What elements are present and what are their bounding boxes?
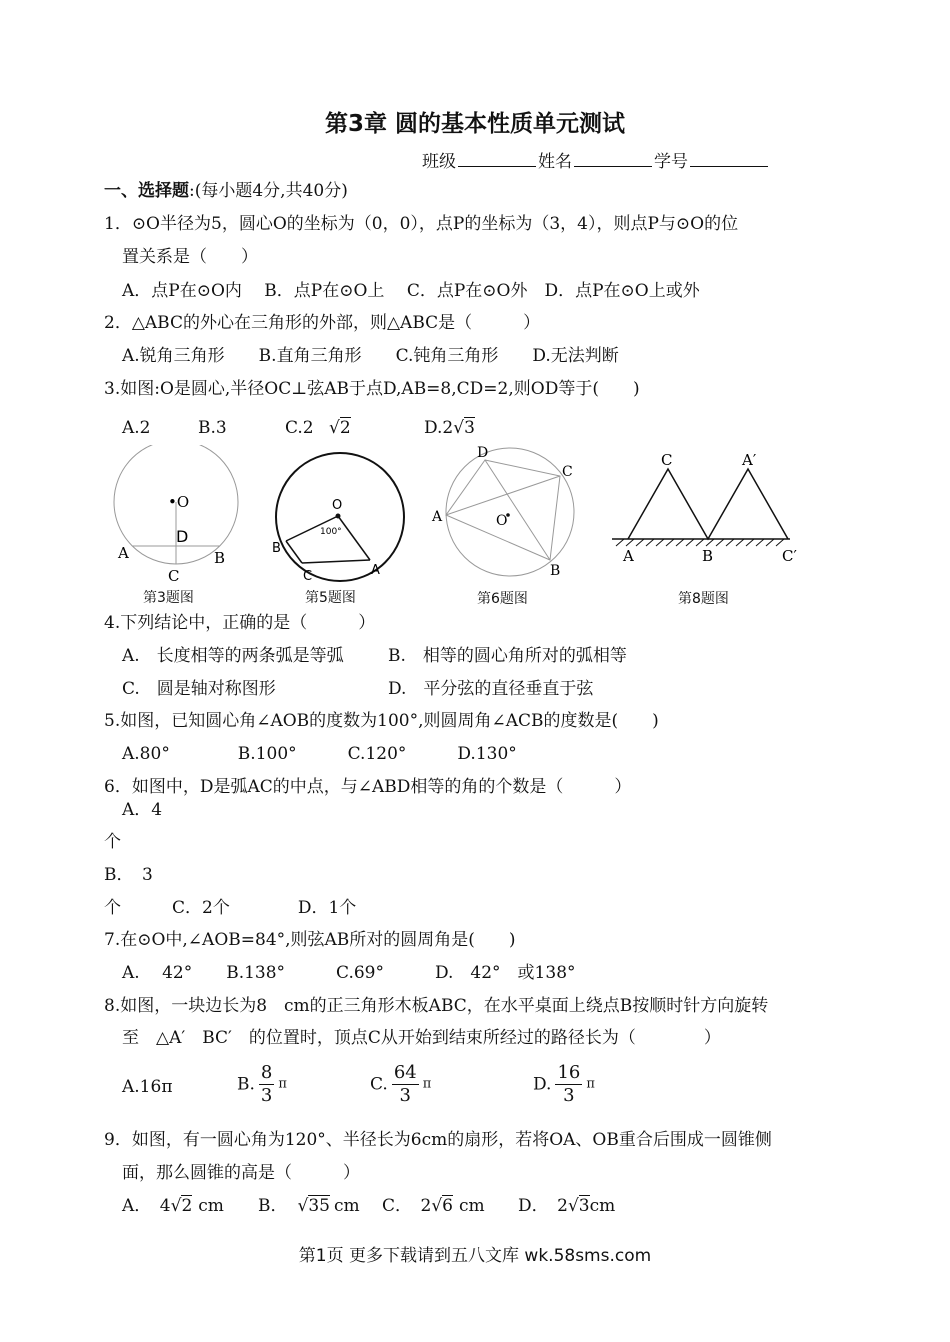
- fig8-label-c2: C′: [782, 547, 797, 565]
- q4-text: 4.下列结论中，正确的是（ ）: [104, 613, 376, 633]
- q1-options: A．点P在⊙O内 B．点P在⊙O上 C．点P在⊙O外 D．点P在⊙O上或外: [122, 281, 700, 301]
- section-heading: [104, 180, 348, 202]
- q8-c-pi: π: [422, 1076, 432, 1092]
- q8-opt-c: [370, 1062, 431, 1107]
- q8-d-denominator: 3: [563, 1085, 575, 1106]
- fig8-caption: 第8题图: [678, 591, 729, 607]
- class-blank: [458, 152, 536, 167]
- q3-opt-b: B.3: [198, 418, 227, 438]
- fig5-label-a: A: [371, 563, 380, 578]
- q9-opt-d: [518, 1195, 615, 1217]
- q4-opt-d: D. 平分弦的直径垂直于弦: [388, 679, 594, 699]
- fig3-label-b: B: [214, 549, 226, 567]
- fig6-label-d: D: [477, 445, 489, 461]
- q9-c-radicand: 6: [442, 1196, 453, 1216]
- name-blank: [574, 152, 652, 167]
- page-footer[interactable]: 第1页 更多下载请到五八文库 wk.58sms.com: [298, 1246, 652, 1266]
- q9-opt-c: [382, 1195, 485, 1217]
- id-blank: [690, 152, 768, 167]
- q5-text: 5.如图，已知圆心角∠AOB的度数为100°,则圆周角∠ACB的度数是( ): [104, 711, 659, 731]
- q8-c-denominator: 3: [399, 1085, 411, 1106]
- q9-d-unit: cm: [589, 1196, 616, 1216]
- q8-text: 8.如图，一块边长为8 cm的正三角形木板ABC，在水平桌面上绕点B按顺时针方向旋转: [104, 996, 769, 1016]
- q9-b-radicand: 35: [308, 1196, 330, 1216]
- sqrt-icon: √: [431, 1196, 443, 1216]
- fig6-diagram: [431, 445, 574, 579]
- fig5-label-angle: 100°: [320, 527, 342, 537]
- q6-line-b-cont: 个 C．2个 D．1个: [104, 898, 357, 918]
- fig3-caption: 第3题图: [143, 590, 194, 606]
- q8-d-pi: π: [586, 1076, 595, 1092]
- q4-opt-c: C. 圆是轴对称图形: [122, 679, 276, 699]
- name-label: 姓名: [538, 152, 572, 172]
- fig5-label-b: B: [272, 541, 281, 556]
- q9-a-unit: cm: [198, 1196, 224, 1216]
- q8-opt-b: [237, 1062, 287, 1107]
- q8-opt-b-fraction: [259, 1062, 274, 1107]
- q8-opt-b-label: B.: [237, 1074, 255, 1095]
- q4-opt-a: A. 长度相等的两条弧是等弧: [122, 646, 344, 666]
- q8-opt-d: [533, 1062, 595, 1107]
- fig6-label-b: B: [550, 563, 561, 579]
- q8-opt-c-fraction: [392, 1062, 419, 1107]
- q3-opt-d-radicand: 3: [464, 418, 475, 438]
- page-title: 第3章 圆的基本性质单元测试: [324, 111, 625, 137]
- q9-opt-a-label: A． 4: [122, 1196, 171, 1216]
- q9-opt-d-label: D． 2: [518, 1196, 568, 1216]
- q9-opt-c-label: C． 2: [382, 1196, 432, 1216]
- q8-c-numerator: 64: [393, 1062, 417, 1083]
- q1-text: 1．⊙O半径为5，圆心O的坐标为（0，0），点P的坐标为（3，4），则点P与⊙O的位: [104, 214, 739, 234]
- fig3-diagram: [114, 445, 238, 585]
- q9-opt-b-label: B．: [258, 1196, 288, 1216]
- q3-opt-c-label: C.2: [285, 418, 314, 438]
- q8-b-numerator: 8: [260, 1062, 273, 1083]
- q9-text-cont: 面，那么圆锥的高是（ ）: [122, 1163, 360, 1183]
- fig8-label-a: A: [623, 547, 634, 565]
- section-note: :(每小题4分,共40分): [189, 181, 348, 201]
- q9-b-unit: cm: [333, 1196, 360, 1216]
- fig5-label-o: O: [332, 498, 343, 513]
- sqrt-icon: √: [170, 1196, 182, 1216]
- q6-line-a-cont: 个: [104, 832, 121, 852]
- q9-d-radicand: 3: [578, 1196, 590, 1216]
- fig6-label-o: O: [496, 513, 508, 529]
- q7-options: A. 42° B.138° C.69° D. 42° 或138°: [122, 963, 576, 983]
- q2-options: A.锐角三角形 B.直角三角形 C.钝角三角形 D.无法判断: [122, 346, 619, 366]
- q8-opt-d-fraction: [555, 1062, 582, 1107]
- fig8-label-b: B: [702, 547, 714, 565]
- q6-text: 6．如图中，D是弧AC的中点，与∠ABD相等的角的个数是（ ）: [104, 777, 632, 797]
- fig3-label-o: •O: [168, 493, 190, 511]
- q3-opt-c: [285, 417, 351, 439]
- q8-text-cont: 至 △A′ BC′ 的位置时，顶点C从开始到结束所经过的路径长为（ ）: [122, 1028, 721, 1048]
- fig5-label-c: C: [303, 569, 313, 584]
- q8-opt-d-label: D.: [533, 1074, 552, 1095]
- sqrt-icon: √: [567, 1196, 579, 1216]
- fig8-label-c: C: [661, 451, 673, 469]
- q7-text: 7.在⊙O中,∠AOB=84°,则弦AB所对的圆周角是( ): [104, 930, 516, 950]
- fig6-label-a: A: [432, 509, 443, 525]
- fig6-caption: 第6题图: [477, 591, 528, 607]
- q9-opt-b: [258, 1195, 360, 1217]
- q9-c-unit: cm: [459, 1196, 485, 1216]
- q1-text-cont: 置关系是（ ）: [122, 247, 258, 267]
- student-info: [422, 147, 770, 172]
- q3-opt-d: [424, 417, 475, 439]
- sqrt-icon: √: [329, 418, 340, 438]
- q6-line-a: A．4: [122, 800, 163, 820]
- q8-b-pi: π: [278, 1076, 287, 1092]
- fig3-label-a: A: [118, 544, 129, 562]
- id-label: 学号: [654, 152, 688, 172]
- q3-text: 3.如图:O是圆心,半径OC⊥弦AB于点D,AB=8,CD=2,则OD等于( ): [104, 379, 640, 399]
- sqrt-icon: √: [453, 418, 465, 438]
- q8-d-numerator: 16: [557, 1062, 581, 1083]
- q3-opt-d-label: D.2: [424, 418, 454, 438]
- q9-text: 9．如图，有一圆心角为120°、半径长为6cm的扇形，若将OA、OB重合后围成一圆锥侧: [104, 1130, 772, 1150]
- fig3-label-c: C: [168, 567, 180, 585]
- section-title: 一、选择题: [104, 181, 189, 201]
- fig5-diagram: [272, 453, 404, 584]
- q5-options: A.80° B.100° C.120° D.130°: [122, 744, 517, 764]
- fig8-diagram: [612, 451, 797, 565]
- q8-opt-a: A.16π: [122, 1077, 173, 1097]
- sqrt-icon: √: [297, 1196, 309, 1216]
- q4-opt-b: B. 相等的圆心角所对的弧相等: [388, 646, 627, 666]
- q3-opt-a: A.2: [122, 418, 151, 438]
- q9-opt-a: [122, 1195, 224, 1217]
- q8-b-denominator: 3: [260, 1085, 273, 1106]
- q8-opt-c-label: C.: [370, 1074, 388, 1095]
- fig6-label-c: C: [562, 464, 573, 480]
- figures-row: [100, 445, 860, 585]
- q3-opt-c-radicand: 2: [339, 418, 351, 438]
- q2-text: 2．△ABC的外心在三角形的外部，则△ABC是（ ）: [104, 313, 541, 333]
- class-label: 班级: [422, 152, 456, 172]
- fig5-caption: 第5题图: [305, 590, 356, 606]
- q9-a-radicand: 2: [181, 1196, 193, 1216]
- q6-line-b: B． 3: [104, 865, 153, 885]
- fig8-label-a2: A′: [742, 451, 757, 469]
- fig3-label-d: D: [176, 527, 189, 546]
